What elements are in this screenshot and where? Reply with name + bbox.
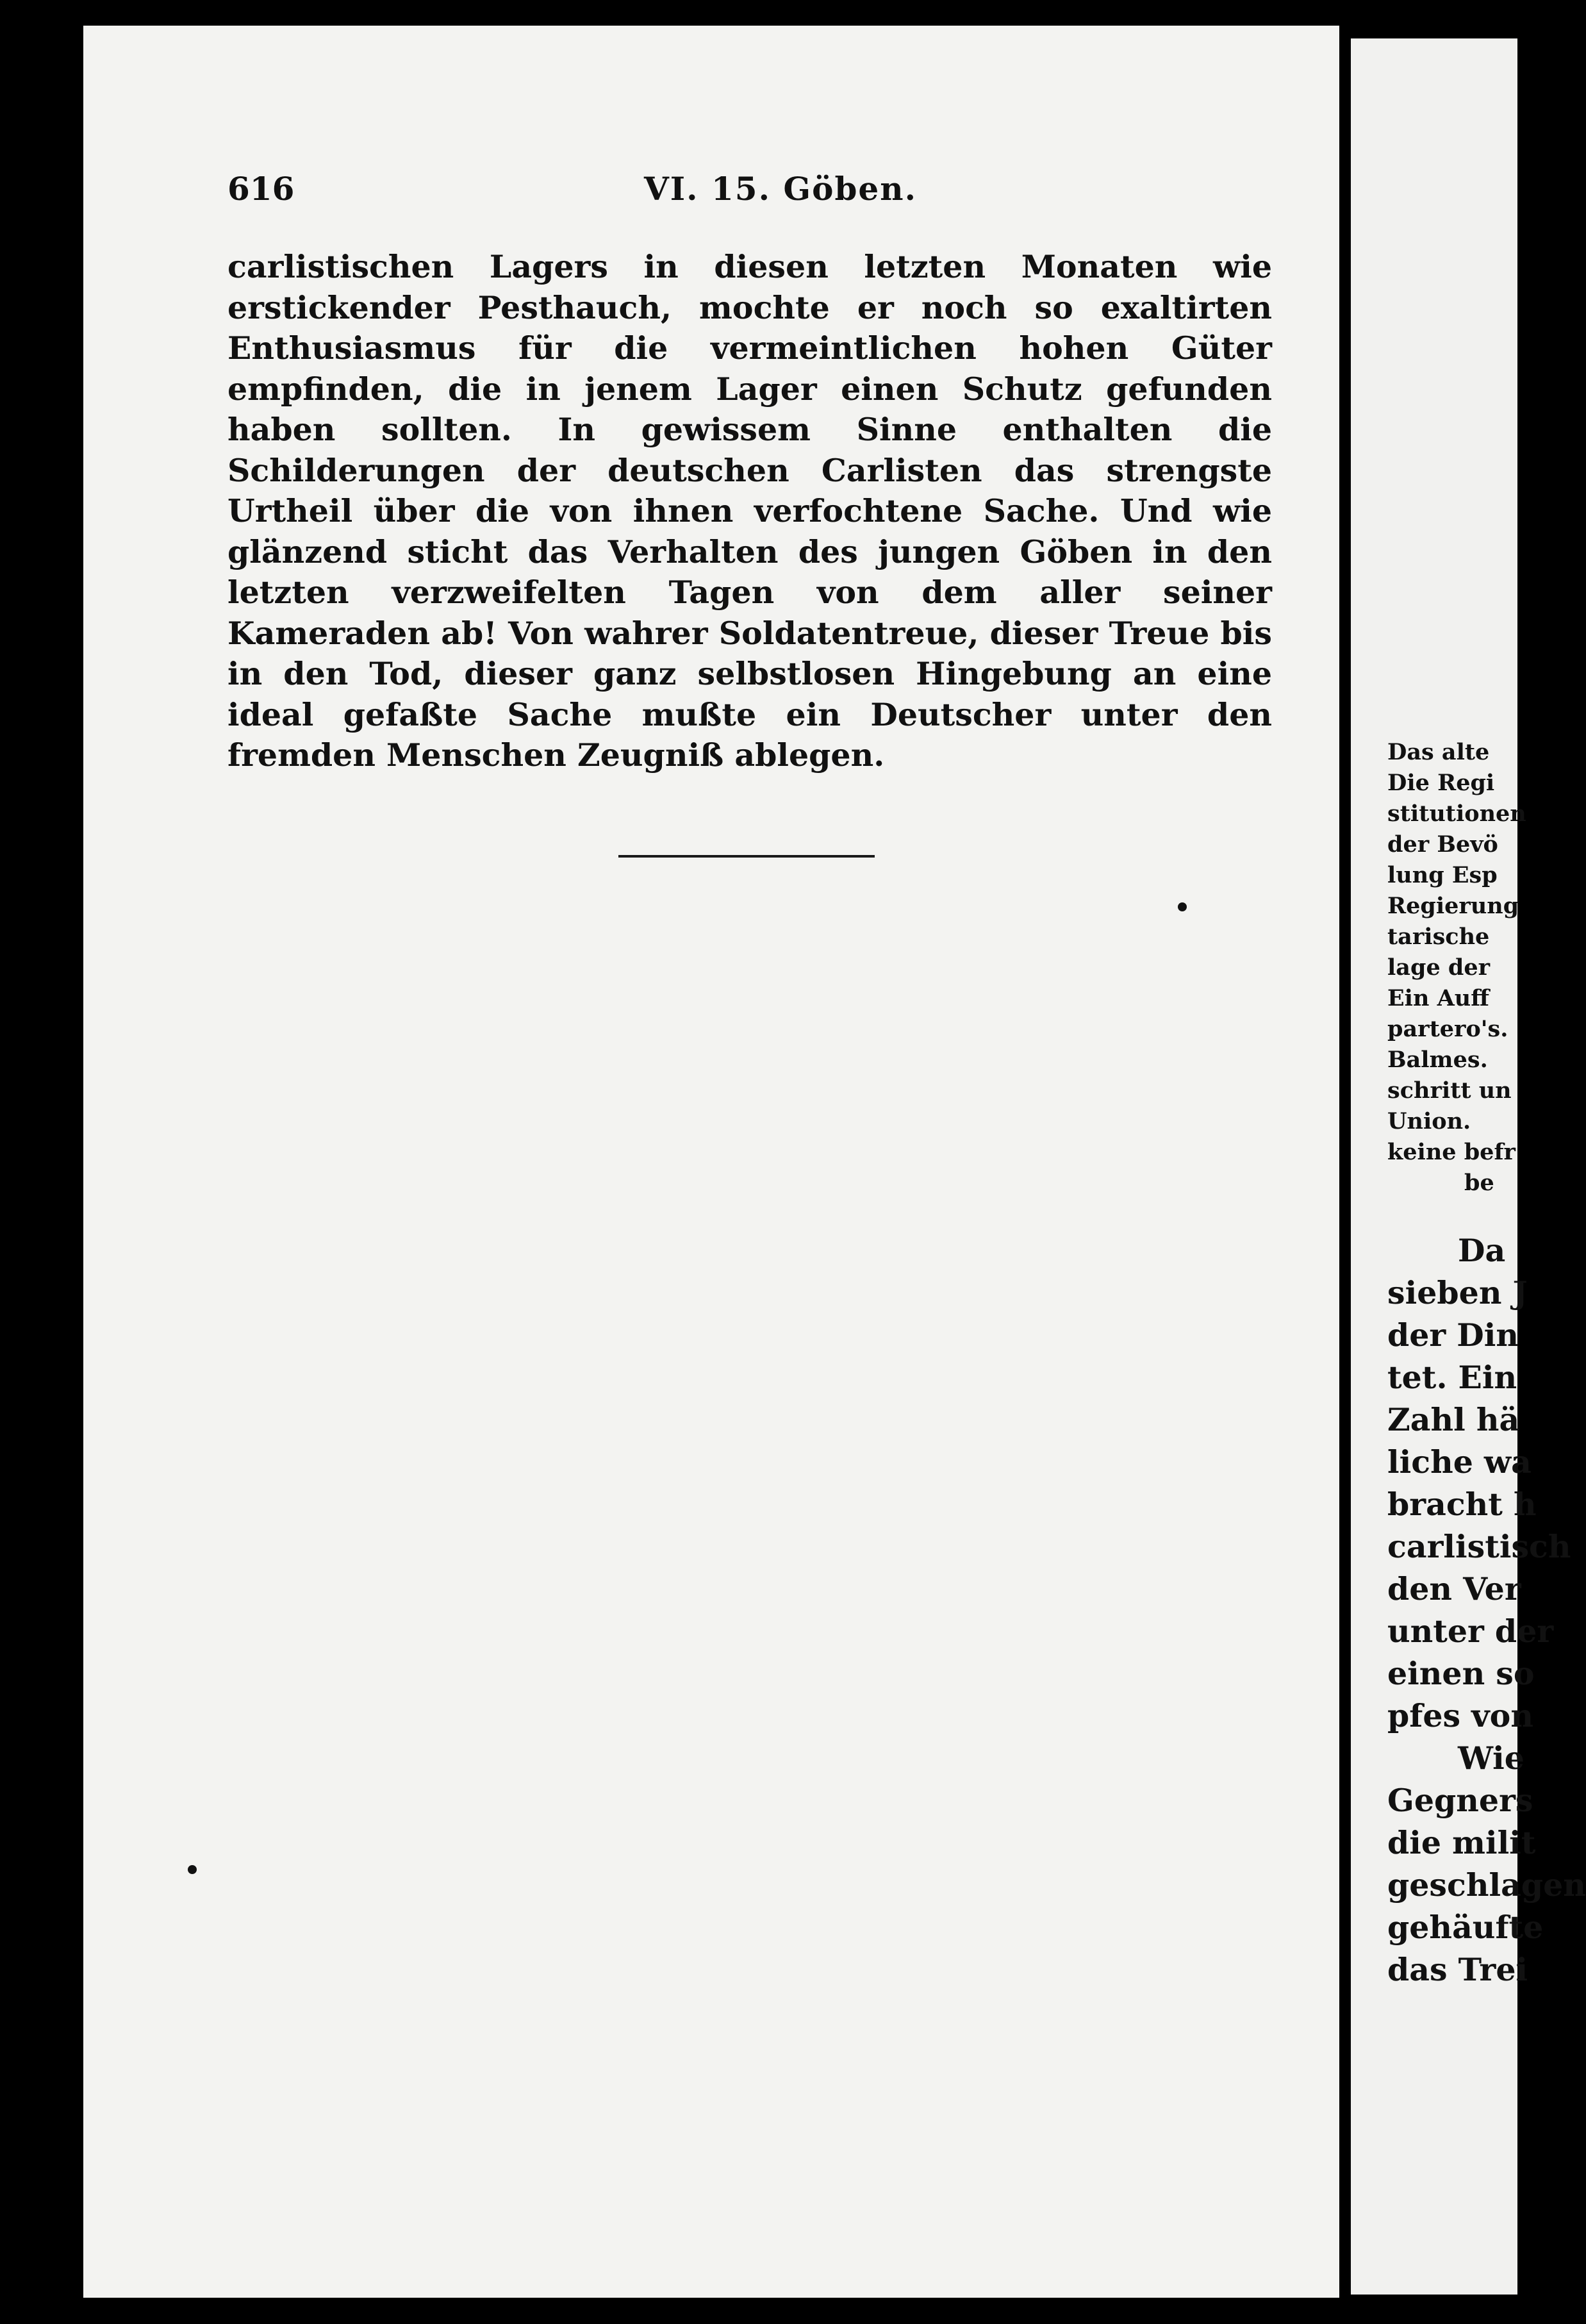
body-line: liche wa [1387, 1443, 1532, 1481]
summary-line: der Bevö [1387, 831, 1498, 858]
body-line: den Ver [1387, 1570, 1521, 1607]
body-line: gehäufte [1387, 1909, 1544, 1946]
body-line: Zahl hä [1387, 1401, 1520, 1438]
body-line: Wie [1458, 1739, 1524, 1777]
summary-line: Das alte [1387, 739, 1490, 765]
body-line: geschlagen [1387, 1866, 1586, 1904]
summary-line: Union. [1387, 1108, 1471, 1134]
body-line: einen so [1387, 1655, 1535, 1692]
summary-line: Ein Auff [1387, 985, 1489, 1011]
body-line: der Din [1387, 1316, 1519, 1354]
summary-line: schritt un [1387, 1077, 1512, 1104]
body-line: pfes von [1387, 1697, 1533, 1734]
summary-line: Die Regi [1387, 770, 1495, 796]
body-line: bracht h [1387, 1486, 1537, 1523]
summary-line: Balmes. [1387, 1047, 1488, 1073]
right-body-text [1387, 1229, 1586, 1991]
body-paragraph: carlistischen Lagers in diesen letzten Monaten wie erstickender Pesthauch, mochte er noch so exaltirten Enthusiasmus für die vermeintlichen hohen Güter empfinden, die in jenem Lager einen Schutz gefunden haben sollten. In gewissem Sinne enthalten die Schilderungen der deutschen Carlisten das strengste Urtheil über die von ihnen verfochtene Sache. Und wie glänzend sticht das Verhalten des jungen Göben in den letzten verzweifelten Tagen von dem aller seiner Kameraden ab! Von wahrer Soldatentreue, dieser Treue bis in den Tod, dieser ganz selbstlosen Hingebung an eine ideal gefaßte Sache mußte ein Deutscher unter den fremden Menschen Zeugniß ablegen. [227, 248, 1272, 774]
right-page-text [1387, 737, 1586, 1991]
summary-line: stitutionen [1387, 801, 1526, 827]
body-line: tet. Ein [1387, 1359, 1517, 1396]
running-head [227, 170, 1272, 221]
ink-speck [188, 1865, 197, 1874]
summary-line: lung Esp [1387, 862, 1498, 888]
summary-line: partero's. [1387, 1016, 1508, 1042]
summary-line: be [1464, 1170, 1494, 1196]
body-line: sieben J [1387, 1274, 1528, 1311]
body-line: Gegners [1387, 1782, 1533, 1819]
body-line: das Trei [1387, 1951, 1528, 1988]
summary-line: keine befr [1387, 1139, 1516, 1165]
ink-speck [1178, 902, 1187, 911]
section-end-rule [618, 855, 875, 858]
page-number: 616 [227, 170, 295, 208]
summary-line: Regierung [1387, 893, 1519, 919]
chapter-summary [1387, 737, 1526, 1199]
body-line: die milit [1387, 1824, 1536, 1861]
running-title: VI. 15. Göben. [644, 170, 917, 208]
summary-line: lage der [1387, 954, 1491, 981]
body-line: Da [1458, 1232, 1506, 1269]
body-line: carlistisch [1387, 1528, 1571, 1565]
summary-line: tarische [1387, 924, 1490, 950]
body-line: unter der [1387, 1613, 1554, 1650]
